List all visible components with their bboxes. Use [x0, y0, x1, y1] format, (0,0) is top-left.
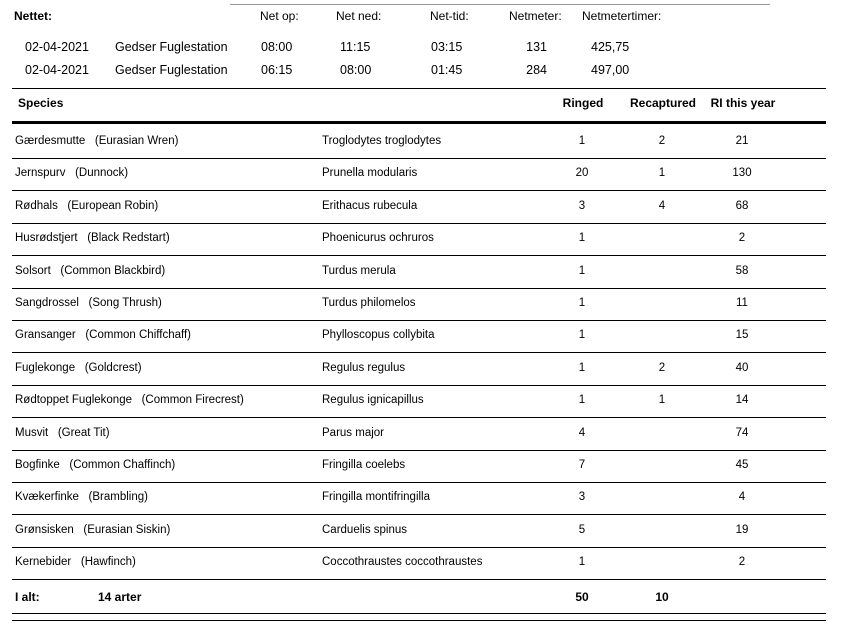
table-row — [12, 223, 826, 256]
species-name — [15, 362, 142, 374]
latin-name: Parus major — [322, 426, 384, 439]
latin-name: Turdus philomelos — [322, 297, 416, 309]
nets-label: Nettet: — [14, 9, 52, 23]
species-header: Species — [18, 96, 64, 110]
table-row — [12, 353, 826, 386]
recaptured-count: 1 — [658, 167, 666, 180]
ringed-count: 3 — [578, 199, 586, 212]
species-name — [15, 297, 162, 309]
species-name — [15, 524, 170, 536]
net-station: Gedser Fuglestation — [115, 63, 228, 77]
english-name: (Dunnock) — [75, 167, 129, 180]
latin-name: Fringilla coelebs — [322, 459, 406, 471]
ri-this-year-count: 58 — [735, 264, 749, 277]
latin-name: Fringilla montifringilla — [322, 491, 431, 504]
ringed-count: 1 — [578, 329, 586, 342]
danish-name: Solsort — [15, 264, 51, 277]
species-name — [15, 200, 158, 212]
english-name: (Common Blackbird) — [60, 264, 166, 277]
latin-name: Turdus merula — [322, 264, 396, 277]
danish-name: Musvit — [15, 426, 49, 439]
net-timer: 425,75 — [591, 40, 630, 54]
danish-name: Husrødstjert — [15, 232, 78, 245]
netmetertimer-header: Netmetertimer: — [582, 9, 662, 23]
english-name: (Great Tit) — [57, 426, 110, 439]
english-name: (Common Chaffinch) — [69, 459, 176, 471]
table-row — [12, 320, 826, 353]
ringed-count: 1 — [578, 297, 586, 309]
danish-name: Rødhals — [15, 199, 58, 212]
latin-name: Prunella modularis — [322, 167, 418, 180]
netmeter-header: Netmeter: — [509, 9, 562, 23]
total-label: I alt: — [15, 590, 40, 604]
ri-this-year-count: 40 — [735, 361, 749, 374]
latin-name: Phoenicurus ochruros — [322, 232, 434, 245]
net-meter: 131 — [526, 40, 547, 54]
net-meter: 284 — [526, 63, 547, 77]
species-name — [15, 459, 175, 471]
ri-this-year-count: 130 — [732, 167, 752, 180]
danish-name: Kvækerfinke — [15, 491, 79, 504]
species-name — [15, 232, 170, 244]
net-timer: 497,00 — [591, 63, 630, 77]
ri-this-year-count: 68 — [735, 199, 749, 212]
ri-this-year-count: 21 — [735, 135, 749, 147]
species-name — [15, 167, 128, 179]
ringed-count: 1 — [578, 264, 586, 277]
recaptured-header: Recaptured — [629, 96, 697, 110]
net-tid: 01:45 — [431, 63, 463, 77]
ringed-count: 20 — [575, 167, 589, 180]
ringed-count: 1 — [578, 135, 586, 147]
table-row — [12, 450, 826, 483]
net-date: 02-04-2021 — [25, 63, 89, 77]
danish-name: Jernspurv — [15, 167, 66, 180]
ringed-count: 7 — [578, 459, 586, 471]
ri-this-year-count: 74 — [735, 426, 749, 439]
english-name: (Goldcrest) — [84, 361, 142, 374]
species-name — [15, 265, 165, 277]
danish-name: Kernebider — [15, 556, 72, 569]
header-rule — [12, 121, 826, 124]
species-name — [15, 329, 191, 341]
bottom-rule — [12, 613, 826, 614]
ri-this-year-count: 11 — [736, 297, 748, 309]
recaptured-count: 4 — [658, 199, 666, 212]
net-tid: 03:15 — [431, 40, 463, 54]
latin-name: Carduelis spinus — [322, 523, 408, 536]
ri-this-year-count: 15 — [735, 329, 749, 342]
top-rule — [230, 4, 770, 5]
nets-divider — [12, 88, 826, 89]
danish-name: Gransanger — [15, 329, 76, 342]
danish-name: Fuglekonge — [15, 361, 76, 374]
table-row — [12, 385, 826, 418]
ri-this-year-count: 2 — [738, 556, 746, 569]
table-row — [12, 126, 826, 159]
net-op: 06:15 — [261, 63, 293, 77]
recaptured-count: 2 — [658, 361, 666, 374]
table-row — [12, 482, 826, 515]
table-row — [12, 191, 826, 224]
ri-this-year-header: RI this year — [710, 96, 776, 110]
table-row — [12, 515, 826, 548]
ri-this-year-count: 45 — [735, 459, 749, 471]
ringed-count: 1 — [578, 394, 586, 407]
ringed-count: 3 — [578, 491, 586, 504]
english-name: (Brambling) — [88, 491, 148, 504]
danish-name: Grønsisken — [15, 523, 74, 536]
english-name: (Eurasian Wren) — [94, 135, 179, 147]
english-name: (Hawfinch) — [80, 556, 136, 569]
ringed-count: 1 — [578, 361, 586, 374]
table-row — [12, 288, 826, 321]
net-op-header: Net op: — [260, 9, 299, 23]
net-date: 02-04-2021 — [25, 40, 89, 54]
ringed-count: 5 — [578, 523, 586, 536]
ri-this-year-count: 4 — [738, 491, 746, 504]
species-name — [15, 135, 178, 147]
english-name: (Song Thrush) — [88, 297, 162, 309]
ringed-count: 4 — [578, 426, 586, 439]
net-station: Gedser Fuglestation — [115, 40, 228, 54]
danish-name: Sangdrossel — [15, 297, 79, 309]
latin-name: Erithacus rubecula — [322, 199, 418, 212]
net-ned: 11:15 — [340, 40, 371, 54]
recaptured-count: 2 — [658, 135, 666, 147]
english-name: (Common Chiffchaff) — [85, 329, 191, 342]
latin-name: Phylloscopus collybita — [322, 329, 435, 342]
table-row — [12, 418, 826, 451]
net-tid-header: Net-tid: — [430, 9, 469, 23]
english-name: (Black Redstart) — [87, 232, 170, 245]
ringed-count: 1 — [578, 232, 586, 245]
total-ringed: 50 — [575, 590, 589, 604]
danish-name: Rødtoppet Fuglekonge — [15, 394, 132, 407]
total-species-count: 14 arter — [98, 590, 142, 604]
ri-this-year-count: 19 — [735, 523, 749, 536]
species-name — [15, 556, 136, 568]
net-ned: 08:00 — [340, 63, 372, 77]
table-row — [12, 256, 826, 289]
english-name: (European Robin) — [67, 199, 159, 212]
bottom-rule-2 — [12, 620, 826, 621]
recaptured-count: 1 — [658, 394, 666, 407]
total-recaptured: 10 — [655, 590, 669, 604]
net-ned-header: Net ned: — [336, 9, 382, 23]
danish-name: Bogfinke — [15, 459, 60, 471]
ringed-count: 1 — [578, 556, 586, 569]
species-name — [15, 427, 110, 439]
table-row — [12, 547, 826, 580]
danish-name: Gærdesmutte — [15, 135, 86, 147]
species-name — [15, 491, 148, 503]
latin-name: Troglodytes troglodytes — [322, 135, 442, 147]
net-op: 08:00 — [261, 40, 293, 54]
latin-name: Regulus regulus — [322, 361, 406, 374]
latin-name: Coccothraustes coccothraustes — [322, 556, 483, 569]
ri-this-year-count: 14 — [735, 394, 749, 407]
table-row — [12, 158, 826, 191]
english-name: (Eurasian Siskin) — [83, 523, 171, 536]
ringed-header: Ringed — [562, 96, 604, 110]
english-name: (Common Firecrest) — [141, 394, 244, 407]
species-name — [15, 394, 244, 406]
latin-name: Regulus ignicapillus — [322, 394, 424, 407]
ri-this-year-count: 2 — [738, 232, 746, 245]
